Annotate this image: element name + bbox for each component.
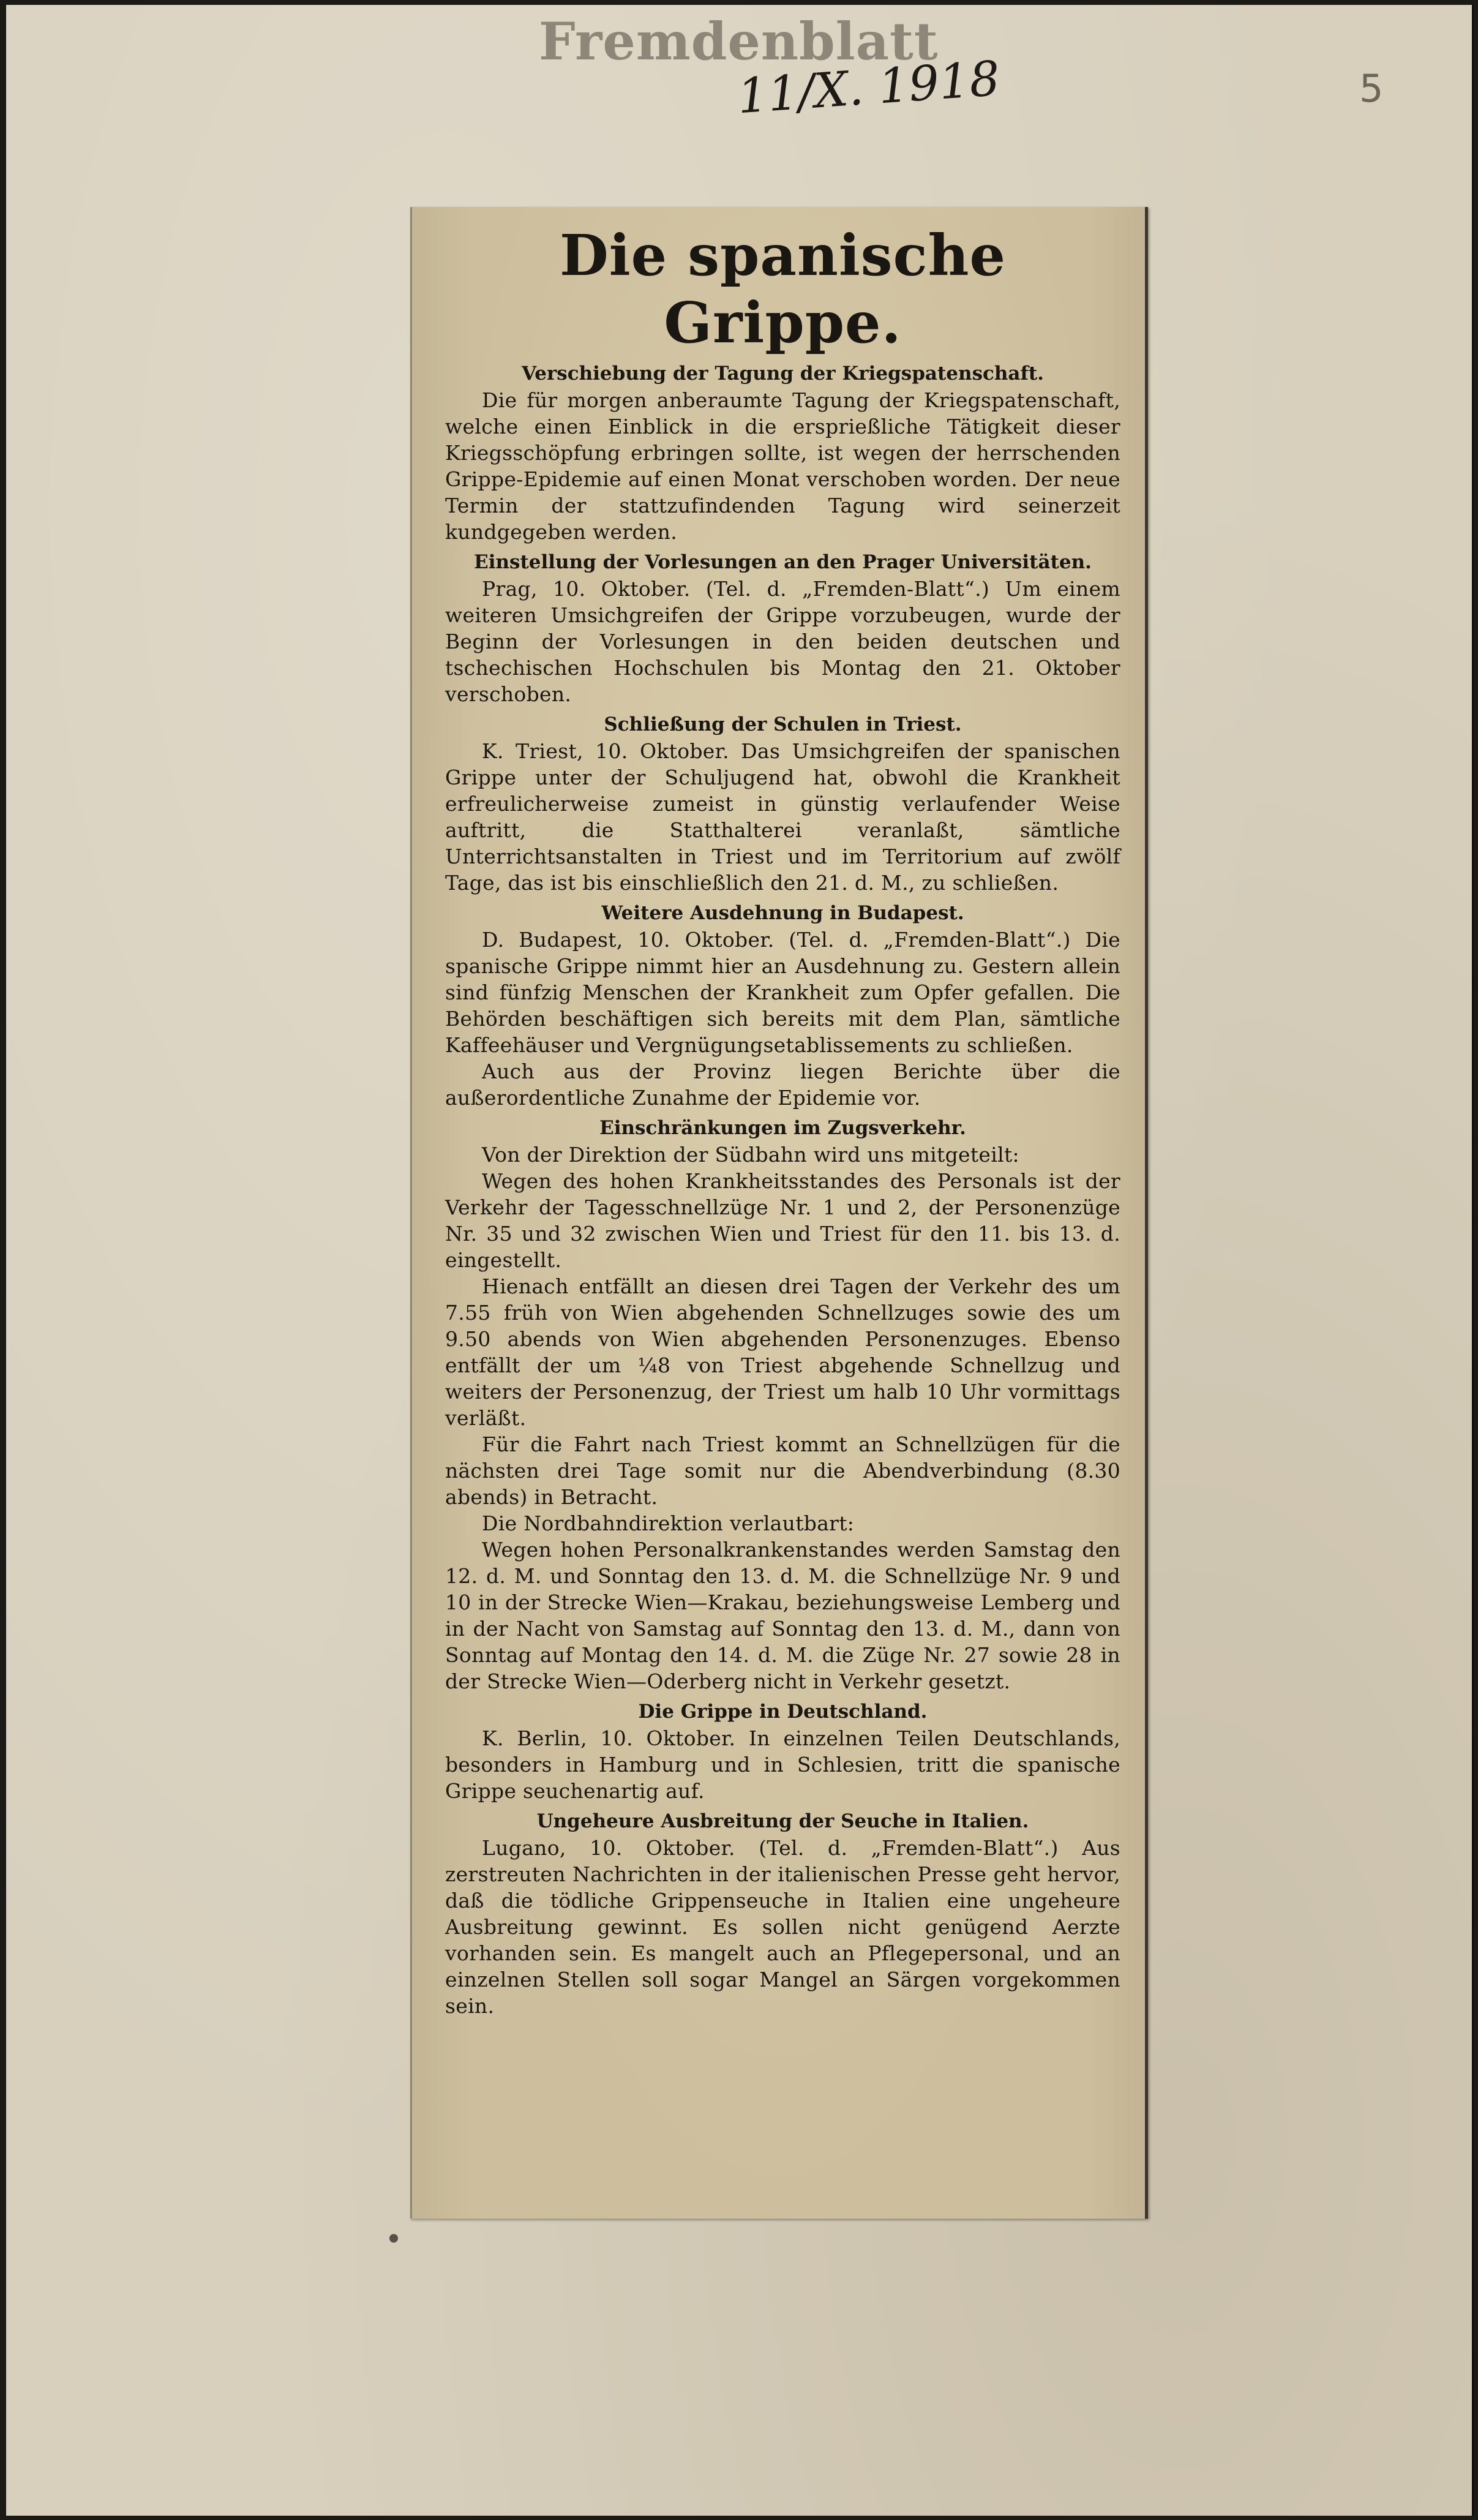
article-title: Die spanische Grippe. bbox=[559, 222, 1007, 356]
article-paragraph: Lugano, 10. Oktober. (Tel. d. „Fremden-Blatt“.) Aus zerstreuten Nachrichten in der italienischen Presse geht hervor, daß die tödliche Grippenseuche in Italien eine ungeheure Ausbreitung gewinnt. Es sollen nicht genügend Aerzte vorhanden sein. Es mangelt auch an Pflegepersonal, und an einzelnen Stellen soll sogar Mangel an Särgen vorgekommen sein. bbox=[445, 1836, 1120, 2018]
section-heading: Schließung der Schulen in Triest. bbox=[604, 713, 962, 735]
handwritten-date: 11/X. 1918 bbox=[735, 51, 1002, 125]
section-heading: Weitere Ausdehnung in Budapest. bbox=[601, 902, 964, 924]
article-paragraph: Für die Fahrt nach Triest kommt an Schnellzügen für die nächsten drei Tage somit nur die Abendverbindung (8.30 abends) in Betracht. bbox=[445, 1432, 1120, 1509]
article-paragraph: Die Nordbahndirektion verlautbart: bbox=[482, 1511, 855, 1535]
article-paragraph: Wegen des hohen Krankheitsstandes des Personals ist der Verkehr der Tagesschnellzüge Nr. 1 und 2, der Personenzüge Nr. 35 und 32 zwischen Wien und Triest für den 11. bis 13. d. eingestellt. bbox=[445, 1169, 1120, 1272]
article-paragraph: Wegen hohen Personalkrankenstandes werden Samstag den 12. d. M. und Sonntag den 13. d. M. die Schnellzüge Nr. 9 und 10 in der Strecke Wien—Krakau, beziehungsweise Lemberg und in der Nacht von Samstag auf Sonntag den 13. d. M., dann von Sonntag auf Montag den 14. d. M. die Züge Nr. 27 sowie 28 in der Strecke Wien—Oderberg nicht in Verkehr gesetzt. bbox=[445, 1538, 1120, 1693]
page-number: 5 bbox=[1359, 66, 1384, 111]
section-heading: Einstellung der Vorlesungen an den Prager Universitäten. bbox=[474, 551, 1092, 573]
section-heading: Die Grippe in Deutschland. bbox=[638, 1701, 928, 1723]
article-paragraph: K. Berlin, 10. Oktober. In einzelnen Teilen Deutschlands, besonders in Hamburg und in Schlesien, tritt die spanische Grippe seuchenartig auf. bbox=[445, 1726, 1120, 1803]
newspaper-stamp: Fremdenblatt bbox=[539, 11, 939, 72]
section-heading: Ungeheure Ausbreitung der Seuche in Italien. bbox=[536, 1810, 1029, 1832]
article-paragraph: D. Budapest, 10. Oktober. (Tel. d. „Fremden-Blatt“.) Die spanische Grippe nimmt hier an Ausdehnung zu. Gestern allein sind fünfzig Menschen der Krankheit zum Opfer gefallen. Die Behörden beschäftigen sich bereits mit dem Plan, sämtliche Kaffeehäuser und Vergnügungsetablissements zu schließen. bbox=[445, 928, 1120, 1057]
article-paragraph: Die für morgen anberaumte Tagung der Kriegspatenschaft, welche einen Einblick in die ersprießliche Tätigkeit dieser Kriegsschöpfung erbringen sollte, ist wegen der herrschenden Grippe-Epidemie auf einen Monat verschoben worden. Der neue Termin der stattzufindenden Tagung wird seinerzeit kundgegeben werden. bbox=[445, 388, 1120, 544]
section-heading: Verschiebung der Tagung der Kriegspatenschaft. bbox=[522, 363, 1044, 385]
article-paragraph: Von der Direktion der Südbahn wird uns mitgeteilt: bbox=[482, 1143, 1019, 1167]
article-paragraph: Prag, 10. Oktober. (Tel. d. „Fremden-Blatt“.) Um einem weiteren Umsichgreifen der Grippe vorzubeugen, wurde der Beginn der Vorlesungen in den beiden deutschen und tschechischen Hochschulen bis Montag den 21. Oktober verschoben. bbox=[445, 577, 1120, 706]
article-paragraph: K. Triest, 10. Oktober. Das Umsichgreifen der spanischen Grippe unter der Schuljugend hat, obwohl die Krankheit erfreulicherweise zumeist in günstig verlaufender Weise auftritt, die Statthalterei veranlaßt, sämtliche Unterrichtsanstalten in Triest und im Territorium auf zwölf Tage, das ist bis einschließlich den 21. d. M., zu schließen. bbox=[445, 739, 1120, 895]
newspaper-clipping bbox=[410, 207, 1148, 2219]
article-paragraph: Auch aus der Provinz liegen Berichte über die außerordentliche Zunahme der Epidemie vor. bbox=[445, 1059, 1120, 1110]
article-paragraph: Hienach entfällt an diesen drei Tagen der Verkehr des um 7.55 früh von Wien abgehenden Schnellzuges sowie des um 9.50 abends von Wien abgehenden Personenzuges. Ebenso entfällt der um ¼8 von Triest abgehende Schnellzug und weiters der Personenzug, der Triest um halb 10 Uhr vormittags verläßt. bbox=[445, 1274, 1120, 1430]
archive-sheet bbox=[6, 5, 1474, 2516]
ink-dot bbox=[389, 2234, 398, 2243]
section-heading: Einschränkungen im Zugsverkehr. bbox=[599, 1117, 966, 1139]
